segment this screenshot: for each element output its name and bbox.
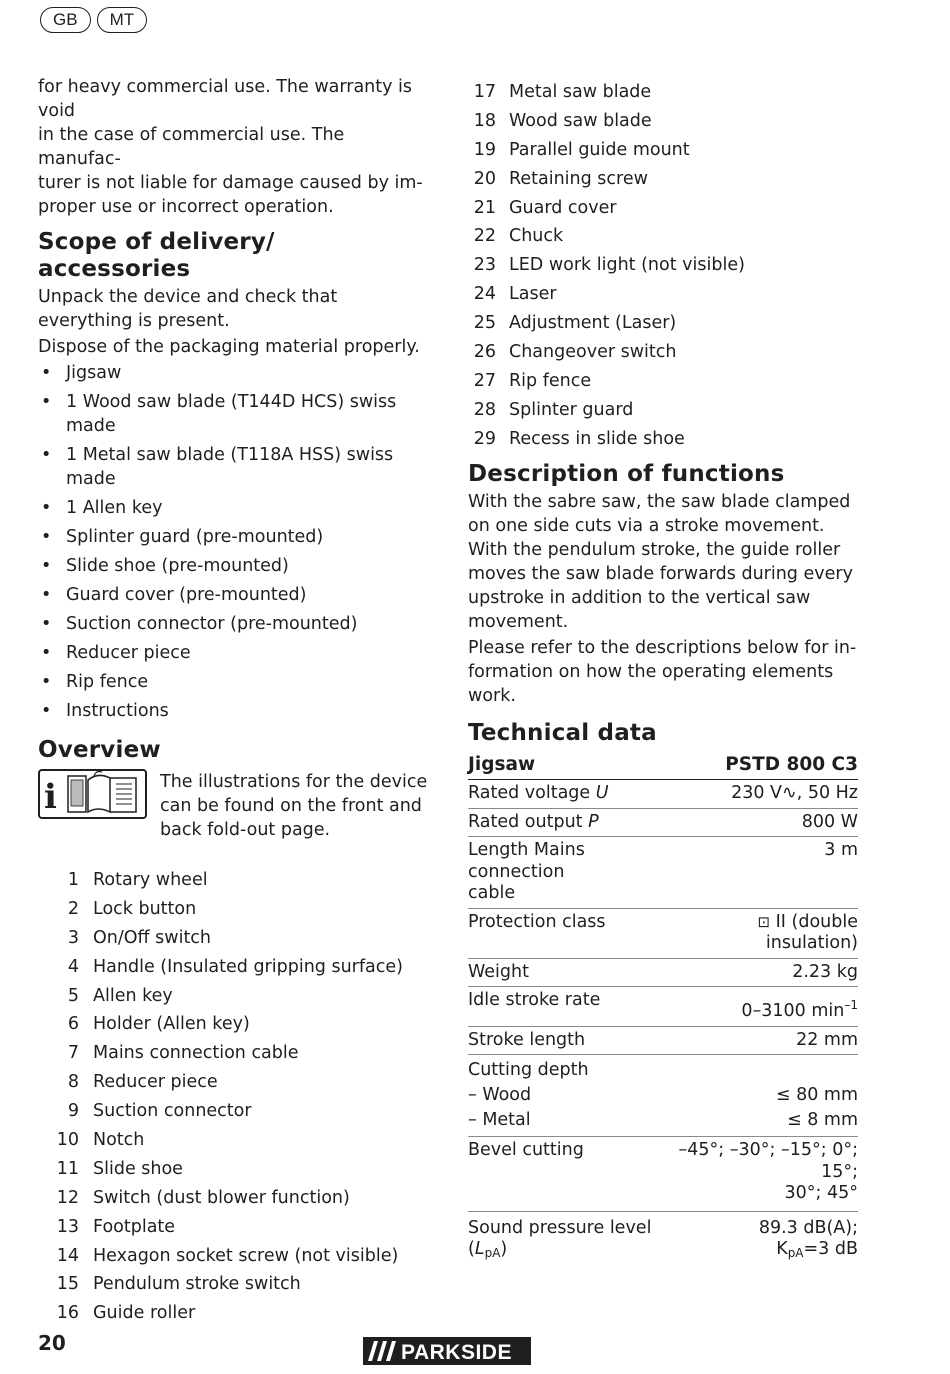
label-text: Length Mains connection <box>468 840 585 882</box>
list-item: • 1 Wood saw blade (T144D HCS) swiss made <box>38 390 430 438</box>
list-item <box>38 1157 430 1181</box>
part-name: Mains connection cable <box>93 1043 299 1064</box>
list-item <box>38 1301 430 1325</box>
info-fold-out-icon <box>38 766 148 820</box>
part-number: 23 <box>473 255 496 276</box>
list-item <box>38 1099 430 1123</box>
label-text: cable <box>468 883 516 904</box>
part-name: Switch (dust blower function) <box>93 1187 350 1208</box>
part-name: Hexagon socket screw (not visible) <box>93 1245 399 1266</box>
intro-paragraph <box>38 75 430 219</box>
list-item <box>38 1012 430 1036</box>
table-row <box>468 780 858 809</box>
list-item <box>468 369 858 393</box>
label-text: ) <box>500 1239 508 1260</box>
overview-note <box>38 770 430 842</box>
table-cell-value: 230 V∿, 50 Hz <box>666 780 858 809</box>
scope-list <box>38 361 430 723</box>
language-tags <box>40 7 147 33</box>
part-name: Rip fence <box>509 370 592 391</box>
table-row <box>468 1211 858 1268</box>
table-row <box>468 908 858 958</box>
part-name: Metal saw blade <box>509 82 652 102</box>
table-cell-label: Weight <box>468 958 666 987</box>
overview-note-text: The illustrations for the device can be found on the front and back fold-out page. <box>160 772 428 840</box>
part-name: On/Off switch <box>93 927 212 948</box>
part-number: 11 <box>56 1158 79 1179</box>
part-number: 12 <box>56 1187 79 1208</box>
table-cell-value <box>666 1055 858 1137</box>
table-row <box>468 837 858 909</box>
list-item <box>468 253 858 277</box>
value-text: K <box>776 1239 788 1260</box>
part-name: LED work light (not visible) <box>509 255 745 276</box>
part-name: Pendulum stroke switch <box>93 1274 301 1295</box>
list-item <box>468 427 858 451</box>
value-text: ≤ 80 mm <box>775 1085 858 1106</box>
functions-paragraph-2: Please refer to the descriptions below for in-formation on how the operating elements work. <box>468 637 857 706</box>
list-item: • Jigsaw <box>38 361 430 385</box>
part-number: 25 <box>473 313 496 334</box>
table-cell-label: Stroke length <box>468 1026 666 1055</box>
value-text: 30°; 45° <box>784 1183 858 1204</box>
part-name: Wood saw blade <box>509 110 652 131</box>
table-cell-label: Bevel cutting <box>468 1137 666 1212</box>
symbol: L <box>474 1239 485 1260</box>
value-text: =3 dB <box>803 1239 858 1260</box>
part-number: 17 <box>473 82 496 102</box>
table-row <box>468 808 858 837</box>
table-cell-value: 22 mm <box>666 1026 858 1055</box>
list-item <box>468 340 858 364</box>
list-item <box>468 109 858 133</box>
value-text: ≤ 8 mm <box>786 1110 858 1131</box>
part-number: 10 <box>56 1130 79 1151</box>
list-item: • Instructions <box>38 699 430 723</box>
list-item <box>38 926 430 950</box>
table-row <box>468 751 858 780</box>
table-cell-value <box>666 1137 858 1212</box>
list-item <box>38 1215 430 1239</box>
part-name: Splinter guard <box>509 399 634 420</box>
list-item <box>38 1041 430 1065</box>
list-item <box>38 1244 430 1268</box>
svg-text:PARKSIDE: PARKSIDE <box>401 1341 512 1364</box>
list-item <box>38 897 430 921</box>
technical-data-heading: Technical data <box>468 719 657 746</box>
part-number: 9 <box>67 1101 79 1122</box>
part-number: 28 <box>473 399 496 420</box>
list-item <box>468 282 858 306</box>
part-number: 15 <box>56 1274 79 1295</box>
list-item <box>38 955 430 979</box>
functions-paragraph-1: With the sabre saw, the saw blade clamped on one side cuts via a stroke movement. With the pendulum stroke, the guide roller moves the saw blade forwards during every upstroke in addition to the vertical saw movement. <box>468 491 853 632</box>
table-cell-value: PSTD 800 C3 <box>666 751 858 780</box>
parts-list-left <box>38 868 430 1325</box>
list-item <box>38 1186 430 1210</box>
table-cell-label: Idle stroke rate <box>468 987 666 1027</box>
table-cell-label <box>468 780 666 809</box>
label-text: Sound pressure level ( <box>468 1217 652 1260</box>
label-text: Cutting depth <box>468 1060 589 1081</box>
part-name: Rotary wheel <box>93 870 208 890</box>
protection-class-icon: ⊡ <box>757 912 771 931</box>
subscript: pA <box>787 1246 804 1261</box>
list-item: • Splinter guard (pre-mounted) <box>38 525 430 549</box>
list-item <box>38 1070 430 1094</box>
value-text: 89.3 dB(A); <box>758 1217 858 1238</box>
list-item <box>38 984 430 1008</box>
table-row <box>468 1055 858 1137</box>
superscript: –1 <box>844 998 858 1013</box>
scope-paragraph-2: Dispose of the packaging material properly. <box>38 337 420 357</box>
list-item <box>468 196 858 220</box>
list-item: • Reducer piece <box>38 641 430 665</box>
intro-line: for heavy commercial use. The warranty is void <box>38 77 413 121</box>
intro-line: proper use or incorrect operation. <box>38 197 334 217</box>
part-name: Parallel guide mount <box>509 139 690 160</box>
part-name: Retaining screw <box>509 168 648 189</box>
table-cell-label <box>468 1211 666 1268</box>
part-name: Laser <box>509 284 557 305</box>
list-item <box>468 398 858 422</box>
part-name: Handle (Insulated gripping surface) <box>93 956 403 977</box>
list-item: • 1 Allen key <box>38 496 430 520</box>
part-name: Suction connector <box>93 1101 252 1122</box>
list-item <box>468 138 858 162</box>
part-number: 29 <box>473 428 496 449</box>
label-text: – Metal <box>468 1110 531 1131</box>
functions-heading: Description of functions <box>468 460 785 487</box>
intro-line: turer is not liable for damage caused by im- <box>38 173 423 193</box>
part-name: Lock button <box>93 898 197 919</box>
parkside-logo <box>363 1337 531 1365</box>
part-number: 4 <box>67 956 79 977</box>
table-cell-label: Jigsaw <box>468 751 666 780</box>
technical-data-table <box>468 751 858 1268</box>
part-name: Chuck <box>509 226 564 247</box>
table-cell-value <box>666 908 858 958</box>
part-name: Footplate <box>93 1216 176 1237</box>
table-cell-value <box>666 987 858 1027</box>
table-cell-value: 3 m <box>666 837 858 909</box>
part-name: Changeover switch <box>509 342 677 363</box>
label-text: – Wood <box>468 1085 532 1106</box>
table-row <box>468 958 858 987</box>
part-name: Allen key <box>93 985 173 1006</box>
label-text: Rated voltage <box>468 783 596 804</box>
value-text: II (double insulation) <box>765 911 858 954</box>
part-name: Reducer piece <box>93 1072 218 1093</box>
scope-heading-line1: Scope of delivery/ <box>38 229 275 255</box>
part-number: 13 <box>56 1216 79 1237</box>
table-cell-label: Protection class <box>468 908 666 958</box>
parts-list-right <box>468 80 858 451</box>
svg-text:i: i <box>44 777 57 817</box>
part-number: 6 <box>67 1014 79 1035</box>
part-number: 1 <box>67 870 79 890</box>
list-item <box>468 167 858 191</box>
table-cell-label <box>468 837 666 909</box>
table-cell-value <box>666 1211 858 1268</box>
part-number: 24 <box>473 284 496 305</box>
part-number: 19 <box>473 139 496 160</box>
table-row <box>468 1137 858 1212</box>
part-number: 26 <box>473 342 496 363</box>
part-name: Adjustment (Laser) <box>509 313 677 334</box>
intro-line: in the case of commercial use. The manufac- <box>38 125 345 169</box>
list-item <box>38 868 430 892</box>
list-item <box>468 311 858 335</box>
part-number: 20 <box>473 168 496 189</box>
list-item: • Suction connector (pre-mounted) <box>38 612 430 636</box>
part-number: 14 <box>56 1245 79 1266</box>
part-name: Slide shoe <box>93 1158 183 1179</box>
symbol: P <box>588 811 599 832</box>
part-name: Guide roller <box>93 1303 196 1324</box>
value-text: 0–3100 min <box>741 1001 845 1022</box>
part-number: 5 <box>67 985 79 1006</box>
list-item: • Guard cover (pre-mounted) <box>38 583 430 607</box>
table-cell-label <box>468 1055 666 1137</box>
list-item: • Rip fence <box>38 670 430 694</box>
table-cell-value: 800 W <box>666 808 858 837</box>
part-number: 2 <box>67 898 79 919</box>
part-number: 3 <box>67 927 79 948</box>
value-text: –45°; –30°; –15°; 0°; 15°; <box>678 1140 858 1182</box>
table-cell-label <box>468 808 666 837</box>
part-number: 16 <box>56 1303 79 1324</box>
part-number: 22 <box>473 226 496 247</box>
label-text: Rated output <box>468 811 589 832</box>
list-item: • 1 Metal saw blade (T118A HSS) swiss made <box>38 443 430 491</box>
list-item <box>468 224 858 248</box>
table-cell-value: 2.23 kg <box>666 958 858 987</box>
part-name: Recess in slide shoe <box>509 428 685 449</box>
table-row <box>468 1026 858 1055</box>
list-item: • Slide shoe (pre-mounted) <box>38 554 430 578</box>
page-number: 20 <box>38 1331 66 1355</box>
scope-heading-line2: accessories <box>38 256 191 282</box>
lang-tag-mt: MT <box>97 7 148 33</box>
table-row <box>468 987 858 1027</box>
part-name: Notch <box>93 1130 145 1151</box>
overview-heading: Overview <box>38 737 161 763</box>
list-item <box>38 1272 430 1296</box>
part-name: Guard cover <box>509 197 617 218</box>
lang-tag-gb: GB <box>40 7 91 33</box>
part-number: 27 <box>473 370 496 391</box>
list-item <box>38 1128 430 1152</box>
list-item <box>468 80 858 104</box>
subscript: pA <box>484 1246 501 1261</box>
part-number: 7 <box>67 1043 79 1064</box>
symbol: U <box>595 783 609 804</box>
part-name: Holder (Allen key) <box>93 1014 250 1035</box>
part-number: 8 <box>67 1072 79 1093</box>
scope-paragraph-1: Unpack the device and check that everything is present. <box>38 287 338 331</box>
part-number: 21 <box>473 197 496 218</box>
left-column <box>38 75 430 1330</box>
scope-heading <box>38 229 430 283</box>
part-number: 18 <box>473 110 496 131</box>
right-column <box>468 80 858 1268</box>
